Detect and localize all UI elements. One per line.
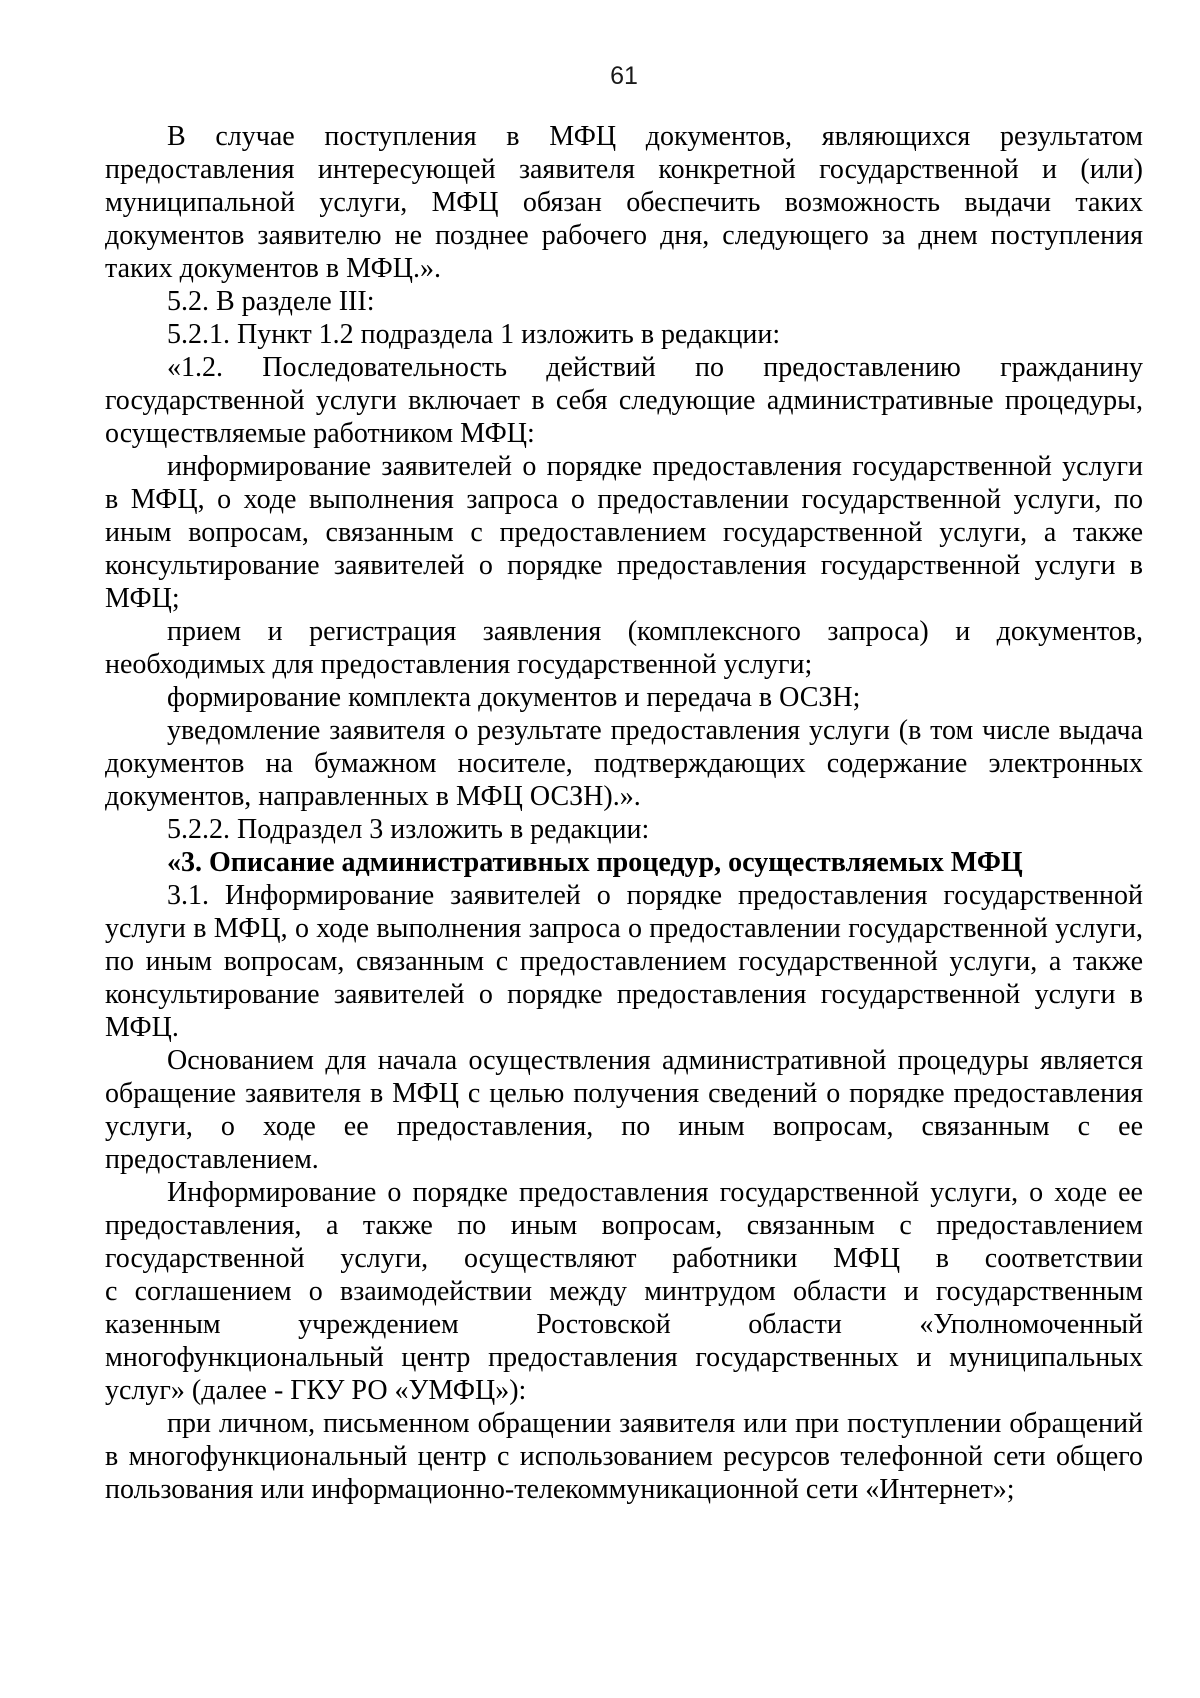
- paragraph: при личном, письменном обращении заявителя или при поступлении обращений в многофункциональный центр с использованием ресурсов телефонной сети общего пользования или информационно-телекоммуникационной сети «Интернет»;: [105, 1408, 1143, 1505]
- paragraph: В случае поступления в МФЦ документов, являющихся результатом предоставления интересующей заявителя конкретной государственной и (или) муниципальной услуги, МФЦ обязан обеспечить возможность выдачи таких документов заявителю не позднее рабочего дня, следующего за днем поступления таких документов в МФЦ.».: [105, 121, 1143, 284]
- paragraph: Информирование о порядке предоставления государственной услуги, о ходе ее предоставления, а также по иным вопросам, связанным с предоставлением государственной услуги, осуществляют работники МФЦ в соответствии с соглашением о взаимодействии между минтрудом области и государственным казенным учреждением Ростовской области «Уполномоченный многофункциональный центр предоставления государственных и муниципальных услуг» (далее - ГКУ РО «УМФЦ»):: [105, 1177, 1143, 1406]
- paragraph: уведомление заявителя о результате предоставления услуги (в том числе выдача документов на бумажном носителе, подтверждающих содержание электронных документов, направленных в МФЦ ОСЗН).».: [105, 715, 1143, 812]
- paragraph: 5.2. В разделе III:: [167, 286, 375, 317]
- paragraph: прием и регистрация заявления (комплексного запроса) и документов, необходимых для предоставления государственной услуги;: [105, 616, 1143, 680]
- paragraph: 3.1. Информирование заявителей о порядке предоставления государственной услуги в МФЦ, о ходе выполнения запроса о предоставлении государственной услуги, по иным вопросам, связанным с предоставлением государственной услуги, а также консультирование заявителей о порядке предоставления государственной услуги в МФЦ.: [105, 880, 1143, 1043]
- paragraph: формирование комплекта документов и передача в ОСЗН;: [167, 682, 861, 713]
- document-body: [105, 120, 1143, 1506]
- page-number: 61: [610, 62, 638, 90]
- paragraph: 5.2.2. Подраздел 3 изложить в редакции:: [167, 814, 650, 845]
- paragraph: информирование заявителей о порядке предоставления государственной услуги в МФЦ, о ходе выполнения запроса о предоставлении государственной услуги, по иным вопросам, связанным с предоставлением государственной услуги, а также консультирование заявителей о порядке предоставления государственной услуги в МФЦ;: [105, 451, 1143, 614]
- paragraph: Основанием для начала осуществления административной процедуры является обращение заявителя в МФЦ с целью получения сведений о порядке предоставления услуги, о ходе ее предоставления, по иным вопросам, связанным с ее предоставлением.: [105, 1045, 1143, 1175]
- paragraph: «1.2. Последовательность действий по предоставлению гражданину государственной услуги включает в себя следующие административные процедуры, осуществляемые работником МФЦ:: [105, 352, 1143, 449]
- paragraph: 5.2.1. Пункт 1.2 подраздела 1 изложить в редакции:: [167, 319, 781, 350]
- section-heading: «3. Описание административных процедур, осуществляемых МФЦ: [167, 847, 1023, 878]
